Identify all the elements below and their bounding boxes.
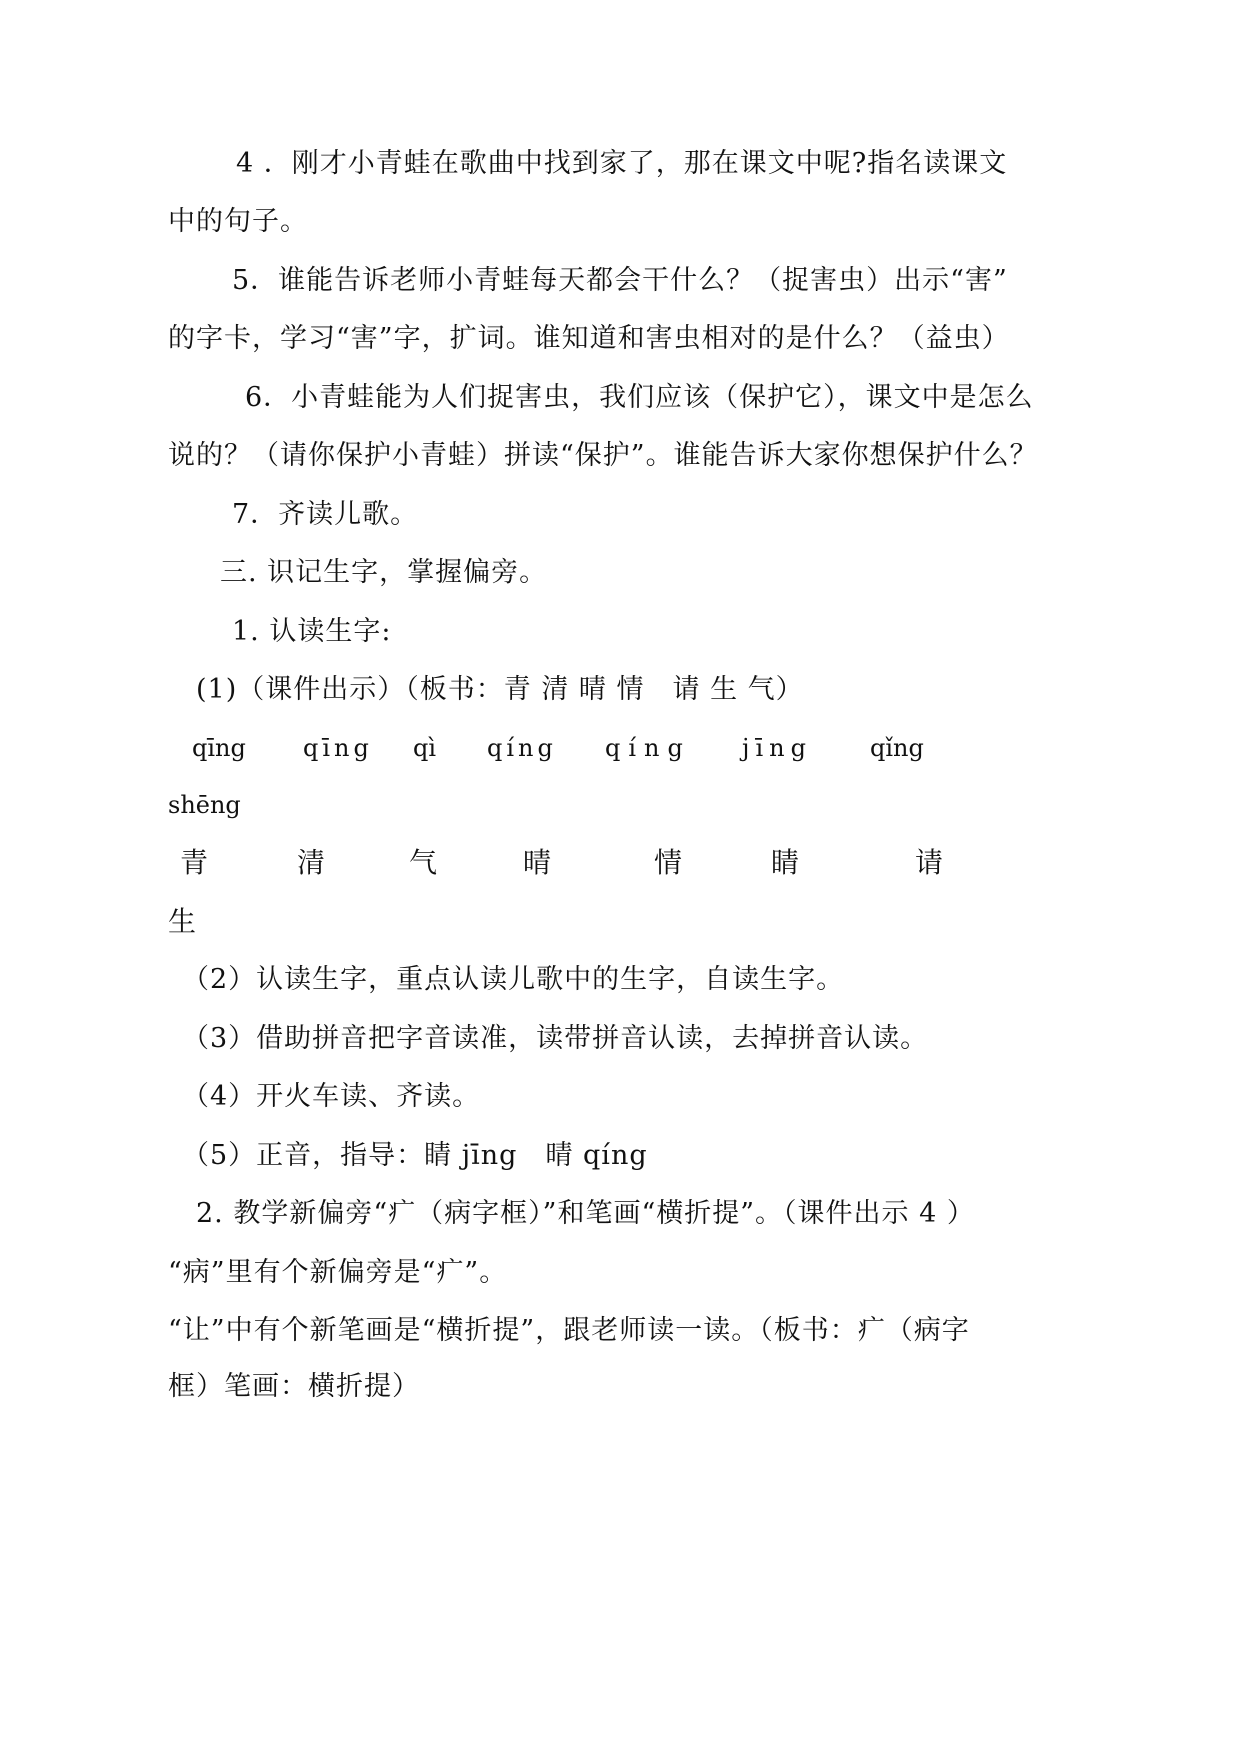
pinyin-2: qīng: [303, 734, 373, 762]
char-1: 青: [180, 846, 209, 879]
pinyin-7: qǐng: [870, 734, 924, 762]
item-1-heading: 1. 认读生字:: [232, 616, 392, 647]
paragraph-5-line-1: 5．谁能告诉老师小青蛙每天都会干什么？（捉害虫）出示“害”: [232, 265, 1008, 296]
char-7: 请: [915, 846, 944, 879]
item-2-line-1: 2. 教学新偏旁“疒（病字框）”和笔画“横折提”。（课件出示 4 ）: [196, 1198, 975, 1229]
pinyin-1: qīng: [192, 734, 246, 762]
sub-item-1: (1)（课件出示）（板书：青 清 晴 情 请 生 气）: [196, 674, 804, 705]
paragraph-6-line-2: 说的？（请你保护小青蛙）拼读“保护”。谁能告诉大家你想保护什么？: [168, 440, 1038, 471]
item-2-line-3: “让”中有个新笔画是“横折提”，跟老师读一读。（板书：疒（病字: [168, 1315, 970, 1346]
char-6: 睛: [771, 846, 800, 879]
step-4: （4）开火车读、齐读。: [182, 1081, 481, 1112]
char-2: 清: [297, 846, 326, 879]
paragraph-6-line-1: 6．小青蛙能为人们捉害虫，我们应该（保护它），课文中是怎么: [245, 382, 1034, 413]
paragraph-4-line-1: 4 ．刚才小青蛙在歌曲中找到家了，那在课文中呢?指名读课文: [236, 148, 1008, 179]
item-2-line-2: “病”里有个新偏旁是“疒”。: [168, 1257, 508, 1288]
step-3: （3）借助拼音把字音读准，读带拼音认读，去掉拼音认读。: [182, 1023, 929, 1054]
step-5: （5）正音，指导：睛 jīng 晴 qíng: [182, 1140, 648, 1171]
char-5: 情: [654, 846, 683, 879]
pinyin-3: qì: [413, 734, 437, 762]
char-3: 气: [409, 846, 438, 879]
pinyin-4: qíng: [487, 734, 557, 762]
paragraph-4-line-2: 中的句子。: [168, 206, 308, 237]
step-2: （2）认读生字，重点认读儿歌中的生字，自读生字。: [182, 964, 845, 995]
section-3-heading: 三. 识记生字，掌握偏旁。: [220, 557, 548, 588]
pinyin-5: qíng: [605, 734, 691, 762]
pinyin-8: shēng: [168, 791, 241, 819]
paragraph-7: 7．齐读儿歌。: [232, 499, 419, 530]
char-8: 生: [168, 905, 197, 938]
paragraph-5-line-2: 的字卡，学习“害”字，扩词。谁知道和害虫相对的是什么？（益虫）: [168, 323, 1010, 354]
char-4: 晴: [523, 846, 552, 879]
item-2-line-4: 框）笔画：横折提）: [168, 1371, 420, 1402]
pinyin-6: jīng: [742, 734, 812, 762]
